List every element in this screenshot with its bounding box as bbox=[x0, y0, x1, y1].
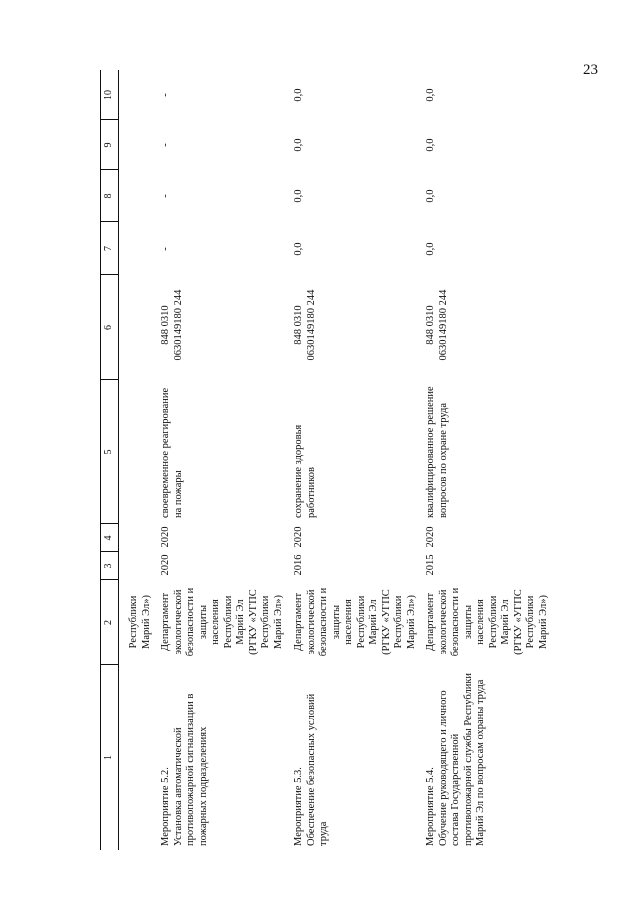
row3-responsible: Департамент экологической безопасности и защиты населения Республики Марий Эл (РГКУ «УГПС Республики Марий Эл») bbox=[425, 587, 549, 657]
row3-v10: 0,0 bbox=[425, 88, 436, 102]
row1-responsible: Департамент экологической безопасности и защиты населения Республики Марий Эл (РГКУ «УГПС Республики Марий Эл») bbox=[160, 587, 284, 657]
row1-end-year: 2020 bbox=[160, 526, 171, 548]
row3-v7: 0,0 bbox=[425, 242, 436, 256]
row1-v9: - bbox=[160, 143, 171, 147]
row3-v9: 0,0 bbox=[425, 138, 436, 152]
row1-measure: Мероприятие 5.2. Установка автоматической противопожарной сигнализации в пожарных подразделениях bbox=[160, 693, 209, 846]
row2-v10: 0,0 bbox=[293, 88, 304, 102]
row2-end-year: 2020 bbox=[293, 526, 304, 548]
row3-end-year: 2020 bbox=[425, 526, 436, 548]
col-header-9: 9 bbox=[103, 142, 114, 148]
col-header-4: 4 bbox=[103, 535, 114, 541]
row2-responsible: Департамент экологической безопасности и защиты населения Республики Марий Эл (РГКУ «УГПС Республики Марий Эл») bbox=[293, 587, 417, 657]
row2-v9: 0,0 bbox=[293, 138, 304, 152]
row1-v10: - bbox=[160, 93, 171, 97]
header-bottom-rule bbox=[118, 70, 119, 850]
row2-result: сохранение здоровья работников bbox=[293, 424, 317, 518]
row3-measure: Мероприятие 5.4. Обучение руководящего и личного состава Государственной противопожарной службы Республики Марий Эл по вопросам охраны труда bbox=[425, 672, 486, 846]
row2-v8: 0,0 bbox=[293, 189, 304, 203]
col-header-8: 8 bbox=[103, 193, 114, 199]
col-header-2: 2 bbox=[103, 620, 114, 625]
col-header-7: 7 bbox=[103, 246, 114, 251]
row2-code: 848 0310 0630149180 244 bbox=[293, 289, 317, 361]
row2-measure: Мероприятие 5.3. Обеспечение безопасных условий труда bbox=[293, 693, 329, 846]
row3-result: квалифицированное решение вопросов по охране труда bbox=[425, 386, 449, 518]
row3-start-year: 2015 bbox=[425, 554, 436, 576]
row1-start-year: 2020 bbox=[160, 554, 171, 576]
row2-start-year: 2016 bbox=[293, 554, 304, 576]
row1-v7: - bbox=[160, 247, 171, 251]
col-header-6: 6 bbox=[103, 325, 114, 330]
row1-v8: - bbox=[160, 194, 171, 198]
row3-code: 848 0310 0630149180 244 bbox=[425, 289, 449, 361]
col-header-10: 10 bbox=[103, 90, 114, 100]
page-number: 23 bbox=[583, 62, 598, 78]
row0-responsible: Республики Марий Эл») bbox=[128, 595, 152, 649]
row1-code: 848 0310 0630149180 244 bbox=[160, 289, 184, 361]
col-header-1: 1 bbox=[103, 755, 114, 760]
row1-result: своевременное реагирование на пожары bbox=[160, 387, 184, 518]
col-header-3: 3 bbox=[103, 563, 114, 569]
rotated-table bbox=[100, 70, 620, 850]
row3-v8: 0,0 bbox=[425, 189, 436, 203]
row2-v7: 0,0 bbox=[293, 242, 304, 256]
col-header-5: 5 bbox=[103, 449, 114, 455]
